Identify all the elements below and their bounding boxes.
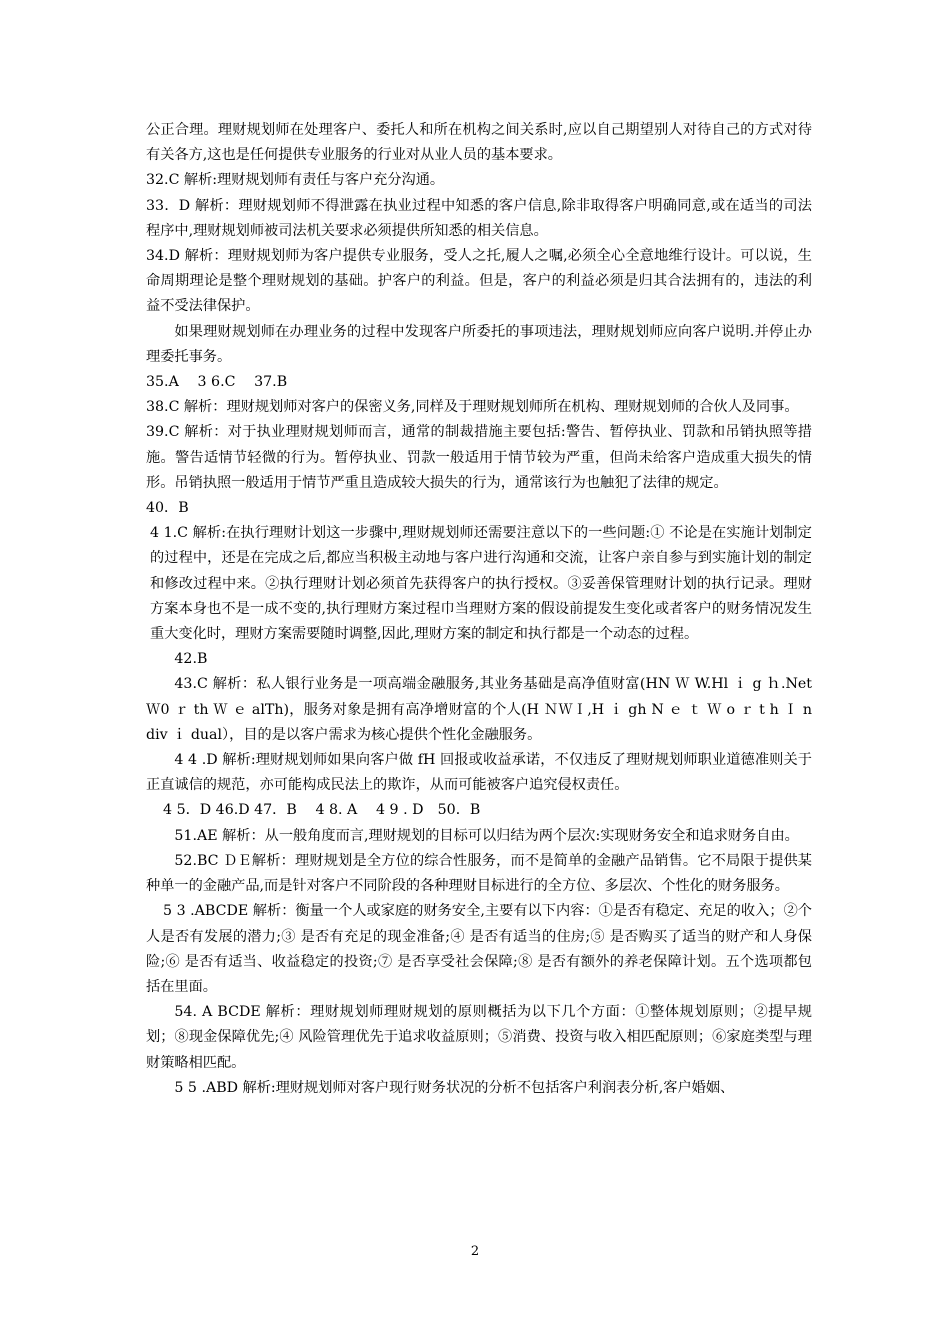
answers-45-50: 4 5．D 46.D 47．B 4 8. A 4 9 . D 50．B <box>163 802 481 819</box>
page-number: 2 <box>470 1244 480 1259</box>
answer-55: 5 5 .ABD 解析:理财规划师对客户现行财务状况的分析不包括客户利润表分析,客户婚姻、 <box>174 1079 735 1096</box>
answer-41: 4 1.C 解析:在执行理财计划这一步骤中,理财规划师还需要注意以下的一些问题:① 不论是在实施计划制定的过程中，还是在完成之后,都应当积极主动地与客户进行沟通和交流，让客户亲自参与到实施计划的制定和修改过程中来。②执行理财计划必须首先获得客户的执行授权。③妥善保管理财计划的执行记录。理财方案本身也不是一成不变的,执行理财方案过程巾当理财方案的假设前提发生变化或者客户的财务情况发生重大变化时，理财方案需要随时调整,因此,理财方案的制定和执行都是一个动态的过程。 <box>150 525 812 643</box>
answer-39: 39.C 解析：对于执业理财规划师而言，通常的制裁措施主要包括:警告、暂停执业、罚款和吊销执照等措施。警告适情节轻微的行为。暂停执业、罚款一般适用于情节较为严重，但尚未给客户造成重大损失的情形。吊销执照一般适用于情节严重且造成较大损失的行为，通常该行为也触犯了法律的规定。 <box>146 424 812 491</box>
answer-42: 42.B <box>174 651 208 668</box>
answer-34: 34.D 解析：理财规划师为客户提供专业服务，受人之托,履人之嘱,必须全心全意地维行设计。可以说，生命周期理论是整个理财规划的基础。护客户的利益。但是，客户的利益必须是归其合法拥有的，违法的利益不受法律保护。 <box>146 248 812 315</box>
answer-54: 54. A BCDE 解析：理财规划师理财规划的原则概括为以下几个方面：①整体规划原则；②提早规划；⑧现金保障优先;④ 风险管理优先于追求收益原则；⑤消费、投资与收入相匹配原则；⑥家庭类型与理财策略相匹配。 <box>146 1004 812 1071</box>
answer-34-note: 如果理财规划师在办理业务的过程中发现客户所委托的事项违法，理财规划师应向客户说明.并停止办理委托事务。 <box>146 323 812 365</box>
answer-53: 5 3 .ABCDE 解析：衡量一个人或家庭的财务安全,主要有以下内容：①是否有稳定、充足的收入；②个人是否有发展的潜力;③ 是否有充足的现金准备;④ 是否有适当的住房;⑤ 是否购买了适当的财产和人身保险;⑥ 是否有适当、收益稳定的投资;⑦ 是否享受社会保障;⑧ 是否有额外的养老保障计划。五个选项都包括在里面。 <box>146 903 812 995</box>
answer-52: 52.BC ＤＥ解析：理财规划是全方位的综合性服务，而不是简单的金融产品销售。它不局限于提供某种单一的金融产品,而是针对客户不同阶段的各种理财目标进行的全方位、多层次、个性化的财务服务。 <box>146 852 812 895</box>
answer-32: 32.C 解析:理财规划师有责任与客户充分沟通。 <box>146 172 445 189</box>
answer-40: 40．B <box>146 500 189 517</box>
answers-35-37: 35.A 3 6.C 37.B <box>146 374 288 391</box>
answer-43: 43.C 解析：私人银行业务是一项高端金融服务,其业务基础是高净值财富(HN Ｗ W.Hl ｉ g ｈ.Net Ｗ0 ｒ th Ｗ ｅ alTh)，服务对象是拥有高净增财富的个人(H ＮＷＩ,H ｉ gh N ｅ ｔ Ｗ o ｒ t h Ｉ n div ｉ dual），目的是以客户需求为核心提供个性化金融服务。 <box>146 676 812 743</box>
document-body <box>146 118 812 1101</box>
answer-38: 38.C 解析：理财规划师对客户的保密义务,同样及于理财规划师所在机构、理财规划师的合伙人及同事。 <box>146 399 799 416</box>
answer-51: 51.AE 解析：从一般角度而言,理财规划的目标可以归结为两个层次:实现财务安全和追求财务自由。 <box>174 827 799 844</box>
answer-33: 33．D 解析：理财规划师不得泄露在执业过程中知悉的客户信息,除非取得客户明确同意,或在适当的司法程序中,理财规划师被司法机关要求必须提供所知悉的相关信息。 <box>146 197 812 239</box>
answer-44: 4 4 .D 解析:理财规划师如果向客户做 fH 回报或收益承诺，不仅违反了理财规划师职业道德准则关于正直诚信的规范，亦可能构成民法上的欺诈，从而可能被客户追究侵权责任。 <box>146 752 812 794</box>
paragraph-continuation: 公正合理。理财规划师在处理客户、委托人和所在机构之间关系时,应以自己期望别人对待自己的方式对待有关各方,这也是任何提供专业服务的行业对从业人员的基本要求。 <box>146 122 812 164</box>
